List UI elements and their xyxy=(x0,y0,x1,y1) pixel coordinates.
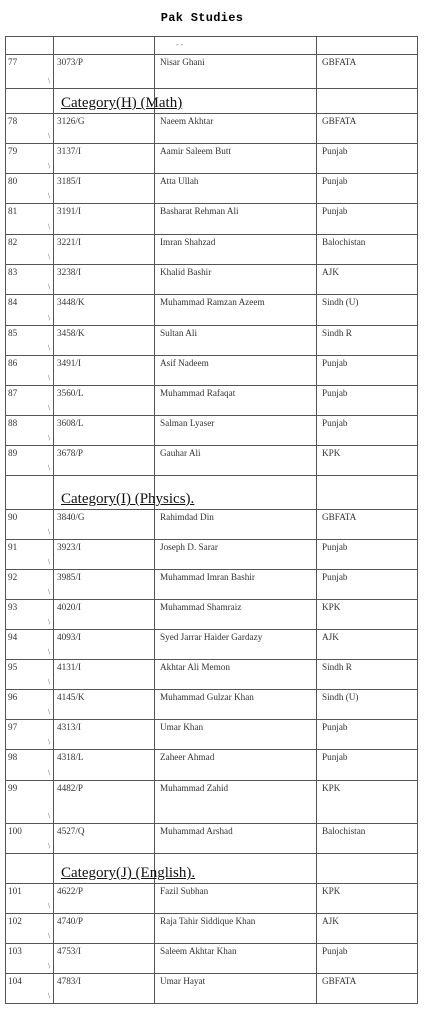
candidate-name-cell: Sultan Ali xyxy=(155,326,317,355)
check-mark: / xyxy=(45,841,53,850)
roll-number-cell: 4145/K xyxy=(54,690,155,719)
header-mark: - - xyxy=(176,40,184,49)
check-mark: / xyxy=(45,587,53,596)
region-cell: GBFATA xyxy=(317,114,418,143)
candidate-name-cell: Muhammad Gulzar Khan xyxy=(155,690,317,719)
region-cell: Punjab xyxy=(317,750,418,780)
region-cell: Sindh (U) xyxy=(317,295,418,325)
empty-cell xyxy=(6,89,54,113)
empty-cell xyxy=(54,37,155,54)
table-row xyxy=(6,265,418,295)
table-header-row xyxy=(6,37,418,55)
serial-number-cell: 91 xyxy=(6,540,54,569)
check-mark: / xyxy=(45,463,53,472)
check-mark: / xyxy=(45,373,53,382)
region-cell: Punjab xyxy=(317,540,418,569)
check-mark: / xyxy=(45,768,53,777)
check-mark: / xyxy=(45,737,53,746)
serial-number-cell: 81 xyxy=(6,204,54,234)
serial-number-cell: 101 xyxy=(6,884,54,913)
serial-number-cell: 100 xyxy=(6,824,54,853)
region-cell: GBFATA xyxy=(317,55,418,88)
table-row xyxy=(6,914,418,944)
roll-number-cell: 3073/P xyxy=(54,55,155,88)
region-cell: AJK xyxy=(317,630,418,659)
candidate-name-cell: Nisar Ghani xyxy=(155,55,317,88)
region-cell: Punjab xyxy=(317,356,418,385)
region-cell: Punjab xyxy=(317,720,418,749)
roll-number-cell: 3185/I xyxy=(54,174,155,203)
serial-number-cell: 102 xyxy=(6,914,54,943)
region-cell: AJK xyxy=(317,265,418,294)
check-mark: / xyxy=(45,313,53,322)
serial-number-cell: 90 xyxy=(6,510,54,539)
candidate-name-cell: Muhammad Ramzan Azeem xyxy=(155,295,317,325)
table-row xyxy=(6,55,418,89)
table-row xyxy=(6,446,418,476)
candidate-name-cell: Muhammad Imran Bashir xyxy=(155,570,317,599)
candidate-name-cell: Imran Shahzad xyxy=(155,235,317,264)
check-mark: / xyxy=(45,677,53,686)
candidate-name-cell: Basharat Rehman Ali xyxy=(155,204,317,234)
serial-number-cell: 104 xyxy=(6,974,54,1003)
candidate-name-cell: Aamir Saleem Butt xyxy=(155,144,317,173)
candidate-name-cell: Raja Tahir Siddique Khan xyxy=(155,914,317,943)
roll-number-cell: 4527/Q xyxy=(54,824,155,853)
roll-number-cell: 3191/I xyxy=(54,204,155,234)
table-row xyxy=(6,630,418,660)
empty-cell xyxy=(317,37,418,54)
roll-number-cell: 4131/I xyxy=(54,660,155,689)
candidate-name-cell: Umar Khan xyxy=(155,720,317,749)
empty-cell xyxy=(6,854,54,883)
candidate-name-cell: Muhammad Rafaqat xyxy=(155,386,317,415)
candidate-name-cell: Asif Nadeem xyxy=(155,356,317,385)
serial-number-cell: 85 xyxy=(6,326,54,355)
table-row xyxy=(6,356,418,386)
region-cell: Sindh R xyxy=(317,326,418,355)
candidate-name-cell: Rahimdad Din xyxy=(155,510,317,539)
candidate-name-cell: Joseph D. Sarar xyxy=(155,540,317,569)
roll-number-cell: 4622/P xyxy=(54,884,155,913)
serial-number-cell: 77 xyxy=(6,55,54,88)
category-heading-row xyxy=(6,476,418,510)
serial-number-cell: 98 xyxy=(6,750,54,780)
region-cell: Balochistan xyxy=(317,235,418,264)
roll-number-cell: 4020/I xyxy=(54,600,155,629)
check-mark: / xyxy=(45,961,53,970)
roll-number-cell: 3126/G xyxy=(54,114,155,143)
serial-number-cell: 93 xyxy=(6,600,54,629)
table-row xyxy=(6,114,418,144)
category-heading: Category(H) (Math) xyxy=(61,95,183,111)
candidate-name-cell: Naeem Akhtar xyxy=(155,114,317,143)
table-row xyxy=(6,750,418,781)
document-title: Pak Studies xyxy=(160,11,244,25)
check-mark: / xyxy=(45,617,53,626)
serial-number-cell: 99 xyxy=(6,781,54,823)
table-row xyxy=(6,295,418,326)
region-cell: Punjab xyxy=(317,416,418,445)
category-heading: Category(I) (Physics). xyxy=(61,491,195,507)
roll-number-cell: 3560/L xyxy=(54,386,155,415)
candidate-name-cell: Umar Hayat xyxy=(155,974,317,1003)
region-cell: Punjab xyxy=(317,204,418,234)
check-mark: / xyxy=(45,557,53,566)
check-mark: / xyxy=(45,811,53,820)
table-row xyxy=(6,540,418,570)
serial-number-cell: 87 xyxy=(6,386,54,415)
candidate-name-cell: Atta Ullah xyxy=(155,174,317,203)
check-mark: / xyxy=(45,282,53,291)
candidate-name-cell: Syed Jarrar Haider Gardazy xyxy=(155,630,317,659)
check-mark: / xyxy=(45,647,53,656)
empty-cell xyxy=(317,89,418,113)
serial-number-cell: 94 xyxy=(6,630,54,659)
candidate-name-cell: Fazil Subhan xyxy=(155,884,317,913)
region-cell: Sindh (U) xyxy=(317,690,418,719)
check-mark: / xyxy=(45,901,53,910)
region-cell: Punjab xyxy=(317,144,418,173)
check-mark: / xyxy=(45,191,53,200)
serial-number-cell: 97 xyxy=(6,720,54,749)
region-cell: Sindh R xyxy=(317,660,418,689)
region-cell: Punjab xyxy=(317,386,418,415)
roll-number-cell: 4313/I xyxy=(54,720,155,749)
region-cell: KPK xyxy=(317,781,418,823)
empty-cell xyxy=(317,854,418,883)
roll-number-cell: 3238/I xyxy=(54,265,155,294)
check-mark: / xyxy=(45,433,53,442)
roll-number-cell: 4740/P xyxy=(54,914,155,943)
roll-number-cell: 3608/L xyxy=(54,416,155,445)
category-heading: Category(J) (English). xyxy=(61,865,196,881)
check-mark: / xyxy=(45,161,53,170)
check-mark: / xyxy=(45,343,53,352)
candidate-name-cell: Gauhar Ali xyxy=(155,446,317,475)
roll-number-cell: 3840/G xyxy=(54,510,155,539)
serial-number-cell: 89 xyxy=(6,446,54,475)
roll-number-cell: 4482/P xyxy=(54,781,155,823)
serial-number-cell: 92 xyxy=(6,570,54,599)
table-row xyxy=(6,720,418,750)
serial-number-cell: 79 xyxy=(6,144,54,173)
serial-number-cell: 83 xyxy=(6,265,54,294)
candidate-name-cell: Saleem Akhtar Khan xyxy=(155,944,317,973)
roll-number-cell: 3678/P xyxy=(54,446,155,475)
check-mark: / xyxy=(45,131,53,140)
serial-number-cell: 88 xyxy=(6,416,54,445)
table-row xyxy=(6,944,418,974)
serial-number-cell: 86 xyxy=(6,356,54,385)
table-row xyxy=(6,884,418,914)
serial-number-cell: 95 xyxy=(6,660,54,689)
table-row xyxy=(6,174,418,204)
roll-number-cell: 3221/I xyxy=(54,235,155,264)
category-heading-row xyxy=(6,854,418,884)
serial-number-cell: 103 xyxy=(6,944,54,973)
region-cell: AJK xyxy=(317,914,418,943)
table-row xyxy=(6,386,418,416)
check-mark: / xyxy=(45,931,53,940)
table-row xyxy=(6,824,418,854)
region-cell: GBFATA xyxy=(317,974,418,1003)
roll-number-cell: 3448/K xyxy=(54,295,155,325)
table-row xyxy=(6,326,418,356)
table-row xyxy=(6,235,418,265)
check-mark: / xyxy=(45,76,53,85)
check-mark: / xyxy=(45,991,53,1000)
region-cell: Punjab xyxy=(317,570,418,599)
candidate-name-cell: Muhammad Arshad xyxy=(155,824,317,853)
roll-number-cell: 3491/I xyxy=(54,356,155,385)
region-cell: KPK xyxy=(317,446,418,475)
roll-number-cell: 4093/I xyxy=(54,630,155,659)
table-row xyxy=(6,416,418,446)
roll-number-cell: 3985/I xyxy=(54,570,155,599)
empty-cell xyxy=(317,476,418,509)
check-mark: / xyxy=(45,403,53,412)
roll-number-cell: 4783/I xyxy=(54,974,155,1003)
check-mark: / xyxy=(45,527,53,536)
serial-number-cell: 82 xyxy=(6,235,54,264)
table-row xyxy=(6,600,418,630)
serial-number-cell: 78 xyxy=(6,114,54,143)
roll-number-cell: 4753/I xyxy=(54,944,155,973)
candidate-name-cell: Muhammad Shamraiz xyxy=(155,600,317,629)
table-row xyxy=(6,510,418,540)
region-cell: GBFATA xyxy=(317,510,418,539)
check-mark: / xyxy=(45,707,53,716)
region-cell: Punjab xyxy=(317,944,418,973)
region-cell: Balochistan xyxy=(317,824,418,853)
table-row xyxy=(6,660,418,690)
table-row xyxy=(6,570,418,600)
table-row xyxy=(6,974,418,1004)
region-cell: KPK xyxy=(317,884,418,913)
category-heading-row xyxy=(6,89,418,114)
check-mark: / xyxy=(45,222,53,231)
serial-number-cell: 96 xyxy=(6,690,54,719)
roll-number-cell: 4318/L xyxy=(54,750,155,780)
region-cell: Punjab xyxy=(317,174,418,203)
empty-cell xyxy=(6,476,54,509)
roll-number-cell: 3137/I xyxy=(54,144,155,173)
empty-cell xyxy=(6,37,54,54)
table-row xyxy=(6,690,418,720)
table-row xyxy=(6,204,418,235)
results-table xyxy=(5,36,418,1004)
candidate-name-cell: Salman Lyaser xyxy=(155,416,317,445)
candidate-name-cell: Muhammad Zahid xyxy=(155,781,317,823)
check-mark: / xyxy=(45,252,53,261)
region-cell: KPK xyxy=(317,600,418,629)
candidate-name-cell: Akhtar Ali Memon xyxy=(155,660,317,689)
candidate-name-cell: Zaheer Ahmad xyxy=(155,750,317,780)
roll-number-cell: 3458/K xyxy=(54,326,155,355)
table-row xyxy=(6,144,418,174)
table-row xyxy=(6,781,418,824)
serial-number-cell: 80 xyxy=(6,174,54,203)
candidate-name-cell: Khalid Bashir xyxy=(155,265,317,294)
serial-number-cell: 84 xyxy=(6,295,54,325)
roll-number-cell: 3923/I xyxy=(54,540,155,569)
